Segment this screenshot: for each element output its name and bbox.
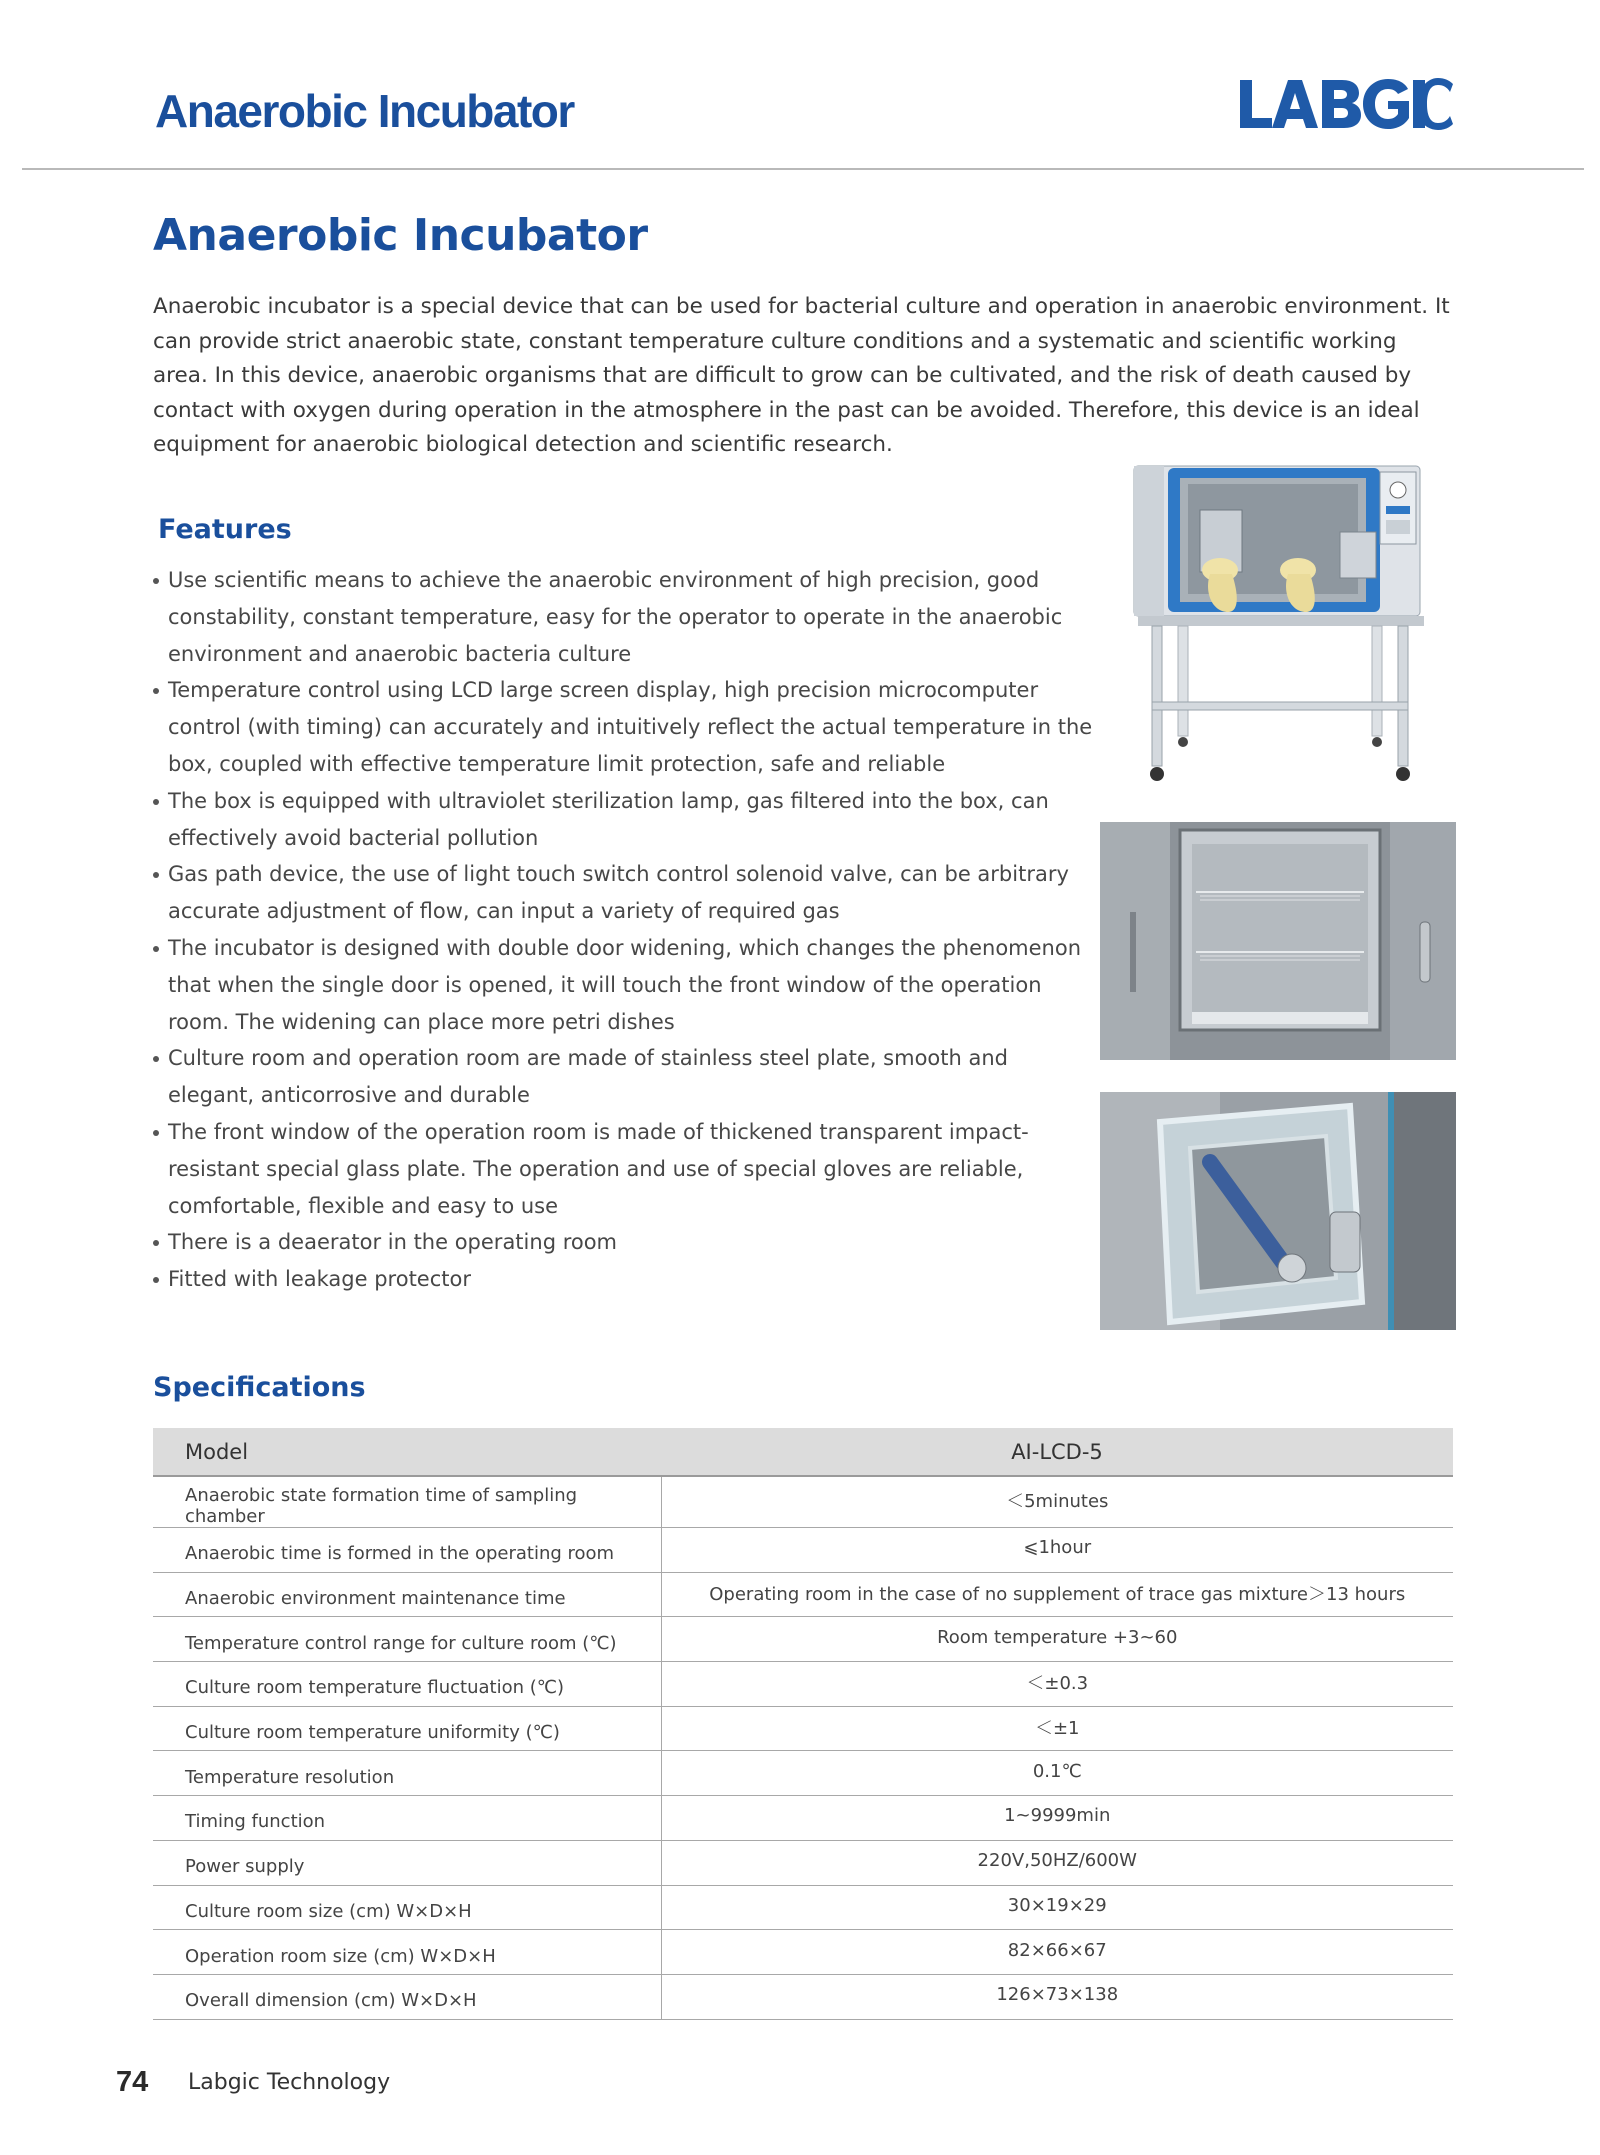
feature-item: Use scientific means to achieve the anaerobic environment of high precision, good constability, constant temperature, easy for the operator to operate in the anaerobic environment and anaerobic bacteria culture <box>153 562 1093 672</box>
spec-parameter: Power supply <box>153 1840 661 1885</box>
table-row <box>153 1840 1453 1885</box>
spec-value: ＜5minutes <box>661 1476 1453 1528</box>
model-value: AI-LCD-5 <box>661 1428 1453 1476</box>
spec-parameter: Temperature control range for culture room (℃) <box>153 1617 661 1662</box>
feature-item: The front window of the operation room is made of thickened transparent impact-resistant special glass plate. The operation and use of special gloves are reliable, comfortable, flexible and easy to use <box>153 1114 1093 1224</box>
spec-parameter: Temperature resolution <box>153 1751 661 1796</box>
spec-parameter: Culture room size (cm) W×D×H <box>153 1885 661 1930</box>
spec-parameter: Timing function <box>153 1796 661 1841</box>
table-row <box>153 1706 1453 1751</box>
spec-value: 0.1℃ <box>661 1751 1453 1796</box>
table-row <box>153 1528 1453 1573</box>
header-divider <box>22 168 1584 170</box>
anaerobic-incubator-photo <box>1128 462 1428 792</box>
specifications-table <box>153 1428 1453 2020</box>
footer-brand: Labgic Technology <box>188 2070 391 2095</box>
spec-value: 30×19×29 <box>661 1885 1453 1930</box>
feature-item: The incubator is designed with double door widening, which changes the phenomenon that when the single door is opened, it will touch the front window of the operation room. The widening can place more petri dishes <box>153 930 1093 1040</box>
spec-parameter: Culture room temperature fluctuation (℃) <box>153 1662 661 1707</box>
table-row <box>153 1796 1453 1841</box>
spec-value: ＜±0.3 <box>661 1662 1453 1707</box>
spec-value: Room temperature +3~60 <box>661 1617 1453 1662</box>
spec-parameter: Anaerobic time is formed in the operating room <box>153 1528 661 1573</box>
header-title: Anaerobic Incubator <box>155 85 574 137</box>
features-heading: Features <box>158 514 292 545</box>
feature-item: Culture room and operation room are made of stainless steel plate, smooth and elegant, anticorrosive and durable <box>153 1040 1093 1114</box>
table-row <box>153 1974 1453 2019</box>
culture-chamber-photo <box>1100 822 1456 1060</box>
spec-parameter: Operation room size (cm) W×D×H <box>153 1930 661 1975</box>
spec-value: ＜±1 <box>661 1706 1453 1751</box>
model-label: Model <box>153 1428 661 1476</box>
spec-parameter: Culture room temperature uniformity (℃) <box>153 1706 661 1751</box>
page-number: 74 <box>116 2066 149 2098</box>
table-row <box>153 1751 1453 1796</box>
table-row <box>153 1930 1453 1975</box>
feature-item: The box is equipped with ultraviolet sterilization lamp, gas filtered into the box, can effectively avoid bacterial pollution <box>153 783 1093 857</box>
spec-value: 82×66×67 <box>661 1930 1453 1975</box>
feature-item: There is a deaerator in the operating room <box>153 1224 1093 1261</box>
spec-value: 1~9999min <box>661 1796 1453 1841</box>
specifications-heading: Specifications <box>153 1372 366 1403</box>
front-window-detail-photo <box>1100 1092 1456 1330</box>
spec-value: Operating room in the case of no supplement of trace gas mixture＞13 hours <box>661 1572 1453 1617</box>
labgic-logo <box>1238 76 1454 132</box>
table-row <box>153 1617 1453 1662</box>
feature-item: Gas path device, the use of light touch switch control solenoid valve, can be arbitrary accurate adjustment of flow, can input a variety of required gas <box>153 856 1093 930</box>
spec-parameter: Anaerobic environment maintenance time <box>153 1572 661 1617</box>
feature-item: Temperature control using LCD large screen display, high precision microcomputer control (with timing) can accurately and intuitively reflect the actual temperature in the box, coupled with effective temperature limit protection, safe and reliable <box>153 672 1093 782</box>
features-list <box>153 562 1093 1298</box>
table-row <box>153 1476 1453 1528</box>
product-description: Anaerobic incubator is a special device that can be used for bacterial culture and operation in anaerobic environment. It can provide strict anaerobic state, constant temperature culture conditions and a systematic and scientific working area. In this device, anaerobic organisms that are difficult to grow can be cultivated, and the risk of death caused by contact with oxygen during operation in the atmosphere in the past can be avoided. Therefore, this device is an ideal equipment for anaerobic biological detection and scientific research. <box>153 294 1450 457</box>
product-title: Anaerobic Incubator <box>153 210 648 261</box>
spec-value: 220V,50HZ/600W <box>661 1840 1453 1885</box>
spec-value: ⩽1hour <box>661 1528 1453 1573</box>
table-row <box>153 1662 1453 1707</box>
table-row <box>153 1885 1453 1930</box>
table-header-row <box>153 1428 1453 1476</box>
spec-parameter: Anaerobic state formation time of sampling chamber <box>153 1476 661 1528</box>
spec-value: 126×73×138 <box>661 1974 1453 2019</box>
feature-item: Fitted with leakage protector <box>153 1261 1093 1298</box>
spec-parameter: Overall dimension (cm) W×D×H <box>153 1974 661 2019</box>
table-row <box>153 1572 1453 1617</box>
